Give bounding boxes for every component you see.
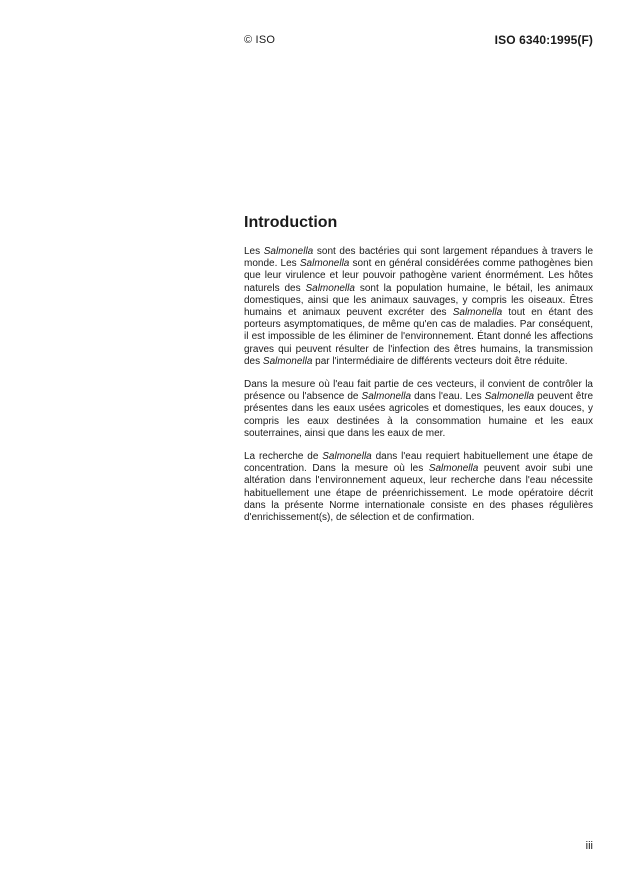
text-run: tout en étant des porteurs asymptomatiques, de même qu'en cas de maladies. Par conséquent, il est impossible de les éliminer de l'environnement. Étant donné les affections graves qui peuvent résulter de l'infection des êtres humains, la transmission des xyxy=(244,307,594,367)
text-run: peuvent être présentes dans les eaux usées agricoles et domestiques, les eaux douces, y compris les eaux destinées à la consommation humaine et les eaux souterraines, ainsi que dans les eaux de mer. xyxy=(244,391,594,439)
italic-term: Salmonella xyxy=(428,463,479,475)
italic-term: Salmonella xyxy=(299,258,350,270)
introduction-body xyxy=(244,246,593,535)
paragraph-3 xyxy=(244,451,593,524)
italic-term: Salmonella xyxy=(305,282,355,294)
italic-term: Salmonella xyxy=(263,246,314,257)
italic-term: Salmonella xyxy=(361,391,412,403)
text-run: sont des bactéries qui sont largement répandues à travers le monde. Les xyxy=(244,246,594,270)
text-run: par l'intermédiaire de différents vecteurs doit être réduite. xyxy=(312,355,568,367)
text-run: sont la population humaine, le bétail, les animaux domestiques, ainsi que les animaux sauvages, y compris les oiseaux. Êtres humains et animaux peuvent excréter des xyxy=(244,282,594,319)
text-run: Les xyxy=(244,246,264,257)
section-title: Introduction xyxy=(244,214,338,231)
text-run: dans l'eau requiert habituellement une étape de concentration. Dans la mesure où les xyxy=(244,451,593,475)
text-run: sont en général considérées comme pathogènes bien que leur virulence et leur pouvoir pathogène varient énormément. Les hôtes naturels des xyxy=(244,258,593,294)
italic-term: Salmonella xyxy=(322,451,372,463)
text-run: peuvent avoir subi une altération dans l'environnement aqueux, leur recherche dans l'eau nécessite habituellement une étape de préenrichissement. Le mode opératoire décrit dans la présente Norme internationale consiste en des phases régulières d'enrichissement(s), de sélection et de confirmation. xyxy=(244,463,593,524)
text-run: dans l'eau. Les xyxy=(411,391,485,403)
page-number: iii xyxy=(585,840,593,852)
text-run: Dans la mesure où l'eau fait partie de ces vecteurs, il convient de contrôler la présence ou l'absence de xyxy=(244,379,593,403)
text-run: La recherche de xyxy=(244,451,323,463)
paragraph-1 xyxy=(244,246,593,368)
italic-term: Salmonella xyxy=(262,355,313,367)
copyright-label: © ISO xyxy=(244,34,276,46)
paragraph-2 xyxy=(244,379,593,440)
standard-number: ISO 6340:1995(F) xyxy=(494,33,593,47)
italic-term: Salmonella xyxy=(484,391,535,403)
italic-term: Salmonella xyxy=(452,307,503,319)
